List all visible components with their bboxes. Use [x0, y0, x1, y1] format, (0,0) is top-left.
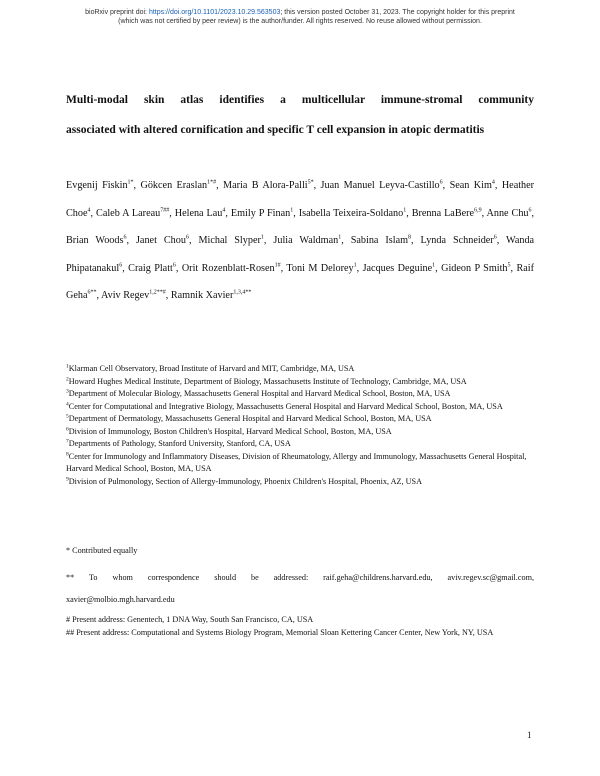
- author: [231, 208, 293, 219]
- author: [450, 180, 495, 191]
- present-address-1: # Present address: Genentech, 1 DNA Way, South San Francisco, CA, USA: [66, 615, 314, 624]
- author-affiliation-marker: 7##: [160, 207, 170, 214]
- affiliation-number: 1: [66, 363, 69, 370]
- author: [321, 180, 443, 191]
- affiliation: [66, 401, 534, 414]
- author: [286, 263, 356, 274]
- author-name: Sean Kim: [449, 180, 492, 191]
- doi-link[interactable]: https://doi.org/10.1101/2023.10.29.563503: [148, 9, 281, 16]
- author-name: Wanda Phipatanakul: [66, 235, 535, 274]
- affiliation-number: 6: [66, 425, 69, 432]
- affiliation-text: Department of Dermatology, Massachusetts General Hospital and Harvard Medical School, Boston, MA, USA: [68, 414, 432, 423]
- author: [175, 208, 226, 219]
- preprint-line-2: (which was not certified by peer review) is the author/funder. All rights reserved. No reuse allowed without permission.: [118, 18, 482, 25]
- author-affiliation-marker: 4: [491, 179, 495, 186]
- author-list: Evgenij Fiskin$^{1*}$, Gökcen Eraslan$^{1*\#}$, Maria B Alora-Palli$^{5*}$, Juan Manuel Leyva-Castillo$^6$, Sean Kim$^4$, Heather Choe$^4$, Caleb A Lareau$^{7\#\#}$, Helena Lau$^4$, Emily P Finan$^1$, Isabella Teixeira-Soldano$^1$, Brenna LaBere$^{6,9}$, Anne Chu$^6$, Brian Woods$^6$, Janet Chou$^6$, Michal Slyper$^1$, Julia Waldman$^1$, Sabina Islam$^8$, Lynda Schneider$^6$, Wanda Phipatanakul$^6$, Craig Platt$^6$, Orit Rozenblatt-Rosen$^{1\#}$, Toni M Delorey$^1$, Jacques Deguine$^1$, Gideon P Smith$^5$, Raif Geha$^{6**}$, Aviv Regev$^{1,2**\#}$, Ramnik Xavier$^{1,3,4**}$: [66, 179, 535, 301]
- author: [223, 180, 314, 191]
- author-name: Anne Chu: [486, 207, 529, 219]
- affiliation-text: Howard Hughes Medical Institute, Department of Biology, Massachusetts Institute of Technology, Cambridge, MA, USA: [68, 376, 467, 386]
- correspondence-note: ** To whom correspondence should be addressed: raif.geha@childrens.harvard.edu, aviv.regev.sc@gmail.com, xavier@molbio.mgh.harvard.edu: [66, 573, 534, 604]
- affiliation-number: 5: [66, 413, 69, 420]
- author-affiliation-marker: 6: [528, 207, 532, 214]
- author: [171, 290, 252, 301]
- author-name: Toni M Delorey: [286, 262, 354, 274]
- author-affiliation-marker: 8: [408, 234, 412, 241]
- author: [412, 208, 482, 219]
- author-name: Heather Choe: [66, 180, 535, 219]
- author-affiliation-marker: 4: [222, 207, 226, 214]
- title-line-2: associated with altered cornification and specific T cell expansion in atopic dermatitis: [66, 124, 485, 136]
- author-affiliation-marker: 1*#: [207, 179, 217, 186]
- affiliation: [66, 476, 534, 489]
- author: [351, 235, 411, 246]
- affiliation-text: Klarman Cell Observatory, Broad Institute of Harvard and MIT, Cambridge, MA, USA: [68, 364, 355, 373]
- author: [96, 208, 169, 219]
- page-number: 1: [527, 730, 532, 740]
- present-addresses: [66, 614, 534, 639]
- author-name: Juan Manuel Leyva-Castillo: [320, 180, 440, 191]
- author-affiliation-marker: 1: [338, 234, 342, 241]
- author-affiliation-marker: 6**: [87, 289, 97, 296]
- author-affiliation-marker: 1#: [274, 262, 281, 269]
- paper-title: [66, 85, 534, 145]
- affiliation-text: Center for Immunology and Inflammatory Diseases, Division of Rheumatology, Allergy and Immunology, Massachusetts General Hospital, Harvard Medical School, Boston, MA, USA: [66, 451, 527, 473]
- author-affiliation-marker: 6: [172, 262, 176, 269]
- author-affiliation-marker: 1: [432, 262, 436, 269]
- author: [299, 208, 406, 219]
- affiliation-number: 8: [66, 450, 69, 457]
- author-name: Raif Geha: [66, 262, 535, 301]
- author: [66, 180, 134, 191]
- affiliation-text: Center for Computational and Integrative Biology, Massachusetts General Hospital and Harvard Medical School, Boston, MA, USA: [68, 401, 503, 411]
- affiliation-number: 4: [66, 400, 69, 407]
- affiliation: [66, 363, 534, 376]
- affiliation-list: [66, 363, 534, 488]
- author-name: Gökcen Eraslan: [140, 180, 208, 191]
- author-name: Aviv Regev: [101, 290, 150, 301]
- affiliation: [66, 451, 534, 476]
- author-affiliation-marker: 1: [290, 207, 294, 214]
- author: [441, 263, 510, 274]
- affiliation-number: 9: [66, 475, 69, 482]
- affiliation-number: 7: [66, 438, 69, 445]
- affiliation-number: 2: [66, 375, 69, 382]
- author-affiliation-marker: 4: [87, 207, 91, 214]
- author-name: Brian Woods: [66, 235, 124, 246]
- author: [128, 263, 176, 274]
- affiliation: [66, 413, 534, 426]
- author: [136, 235, 189, 246]
- affiliation-text: Division of Immunology, Boston Children's Hospital, Harvard Medical School, Boston, MA, USA: [68, 426, 392, 436]
- affiliation-number: 3: [66, 388, 69, 395]
- author-affiliation-marker: 1*: [127, 179, 134, 186]
- affiliation: [66, 426, 534, 439]
- affiliation: [66, 388, 534, 401]
- author-name: Ramnik Xavier: [170, 290, 234, 301]
- author-name: Orit Rozenblatt-Rosen: [181, 262, 275, 274]
- author-name: Craig Platt: [128, 262, 173, 274]
- author-name: Julia Waldman: [273, 235, 339, 246]
- author-name: Brenna LaBere: [411, 207, 475, 219]
- author-name: Helena Lau: [174, 207, 223, 219]
- author-affiliation-marker: 6,9: [474, 207, 482, 214]
- preprint-header: [0, 8, 600, 26]
- author-name: Gideon P Smith: [441, 262, 508, 274]
- author: [273, 235, 341, 246]
- affiliation-text: Departments of Pathology, Stanford University, Stanford, CA, USA: [68, 439, 291, 448]
- author-affiliation-marker: 6: [493, 234, 497, 241]
- author-notes: [66, 545, 534, 611]
- author-name: Isabella Teixeira-Soldano: [298, 207, 404, 219]
- preprint-line-1: bioRxiv preprint doi: https://doi.org/10.1101/2023.10.29.563503; this version posted October 31, 2023. The copyright holder for this preprint: [85, 9, 515, 16]
- author-name: Maria B Alora-Palli: [223, 180, 308, 191]
- author-affiliation-marker: 1: [403, 207, 407, 214]
- author-affiliation-marker: 1: [260, 234, 264, 241]
- author: [421, 235, 497, 246]
- author-name: Lynda Schneider: [420, 235, 494, 246]
- author-affiliation-marker: 6: [439, 179, 443, 186]
- contributed-equally-note: * Contributed equally: [66, 546, 138, 555]
- present-address-2: ## Present address: Computational and Systems Biology Program, Memorial Sloan Kettering Cancer Center, New York, NY, USA: [66, 627, 494, 637]
- author-name: Michal Slyper: [198, 235, 261, 246]
- author-affiliation-marker: 6: [123, 234, 127, 241]
- author-name: Sabina Islam: [350, 235, 409, 246]
- title-line-1: Multi-modal skin atlas identifies a multicellular immune-stromal community: [66, 94, 534, 106]
- author: [198, 235, 263, 246]
- author-name: Evgenij Fiskin: [66, 180, 128, 191]
- author: [487, 208, 532, 219]
- author: [140, 180, 216, 191]
- affiliation-text: Division of Pulmonology, Section of Allergy-Immunology, Phoenix Children's Hospital, Phoenix, AZ, USA: [68, 476, 422, 486]
- author: [182, 263, 281, 274]
- author-affiliation-marker: 1: [353, 262, 357, 269]
- author: [101, 290, 166, 301]
- author-affiliation-marker: 5*: [307, 179, 314, 186]
- author: [363, 263, 436, 274]
- author-name: Janet Chou: [135, 235, 186, 246]
- author-affiliation-marker: 6: [185, 234, 189, 241]
- author-affiliation-marker: 1,3,4**: [233, 289, 252, 296]
- author: [66, 235, 126, 246]
- author-affiliation-marker: 6: [119, 262, 123, 269]
- author-affiliation-marker: 1,2**#: [149, 289, 166, 296]
- author-name: Emily P Finan: [230, 207, 291, 219]
- author-name: Jacques Deguine: [362, 262, 433, 274]
- author-affiliation-marker: 5: [507, 262, 511, 269]
- affiliation: [66, 438, 534, 451]
- affiliation-text: Department of Molecular Biology, Massachusetts General Hospital and Harvard Medical School, Boston, MA, USA: [68, 389, 451, 398]
- author-name: Caleb A Lareau: [96, 207, 161, 219]
- affiliation: [66, 376, 534, 389]
